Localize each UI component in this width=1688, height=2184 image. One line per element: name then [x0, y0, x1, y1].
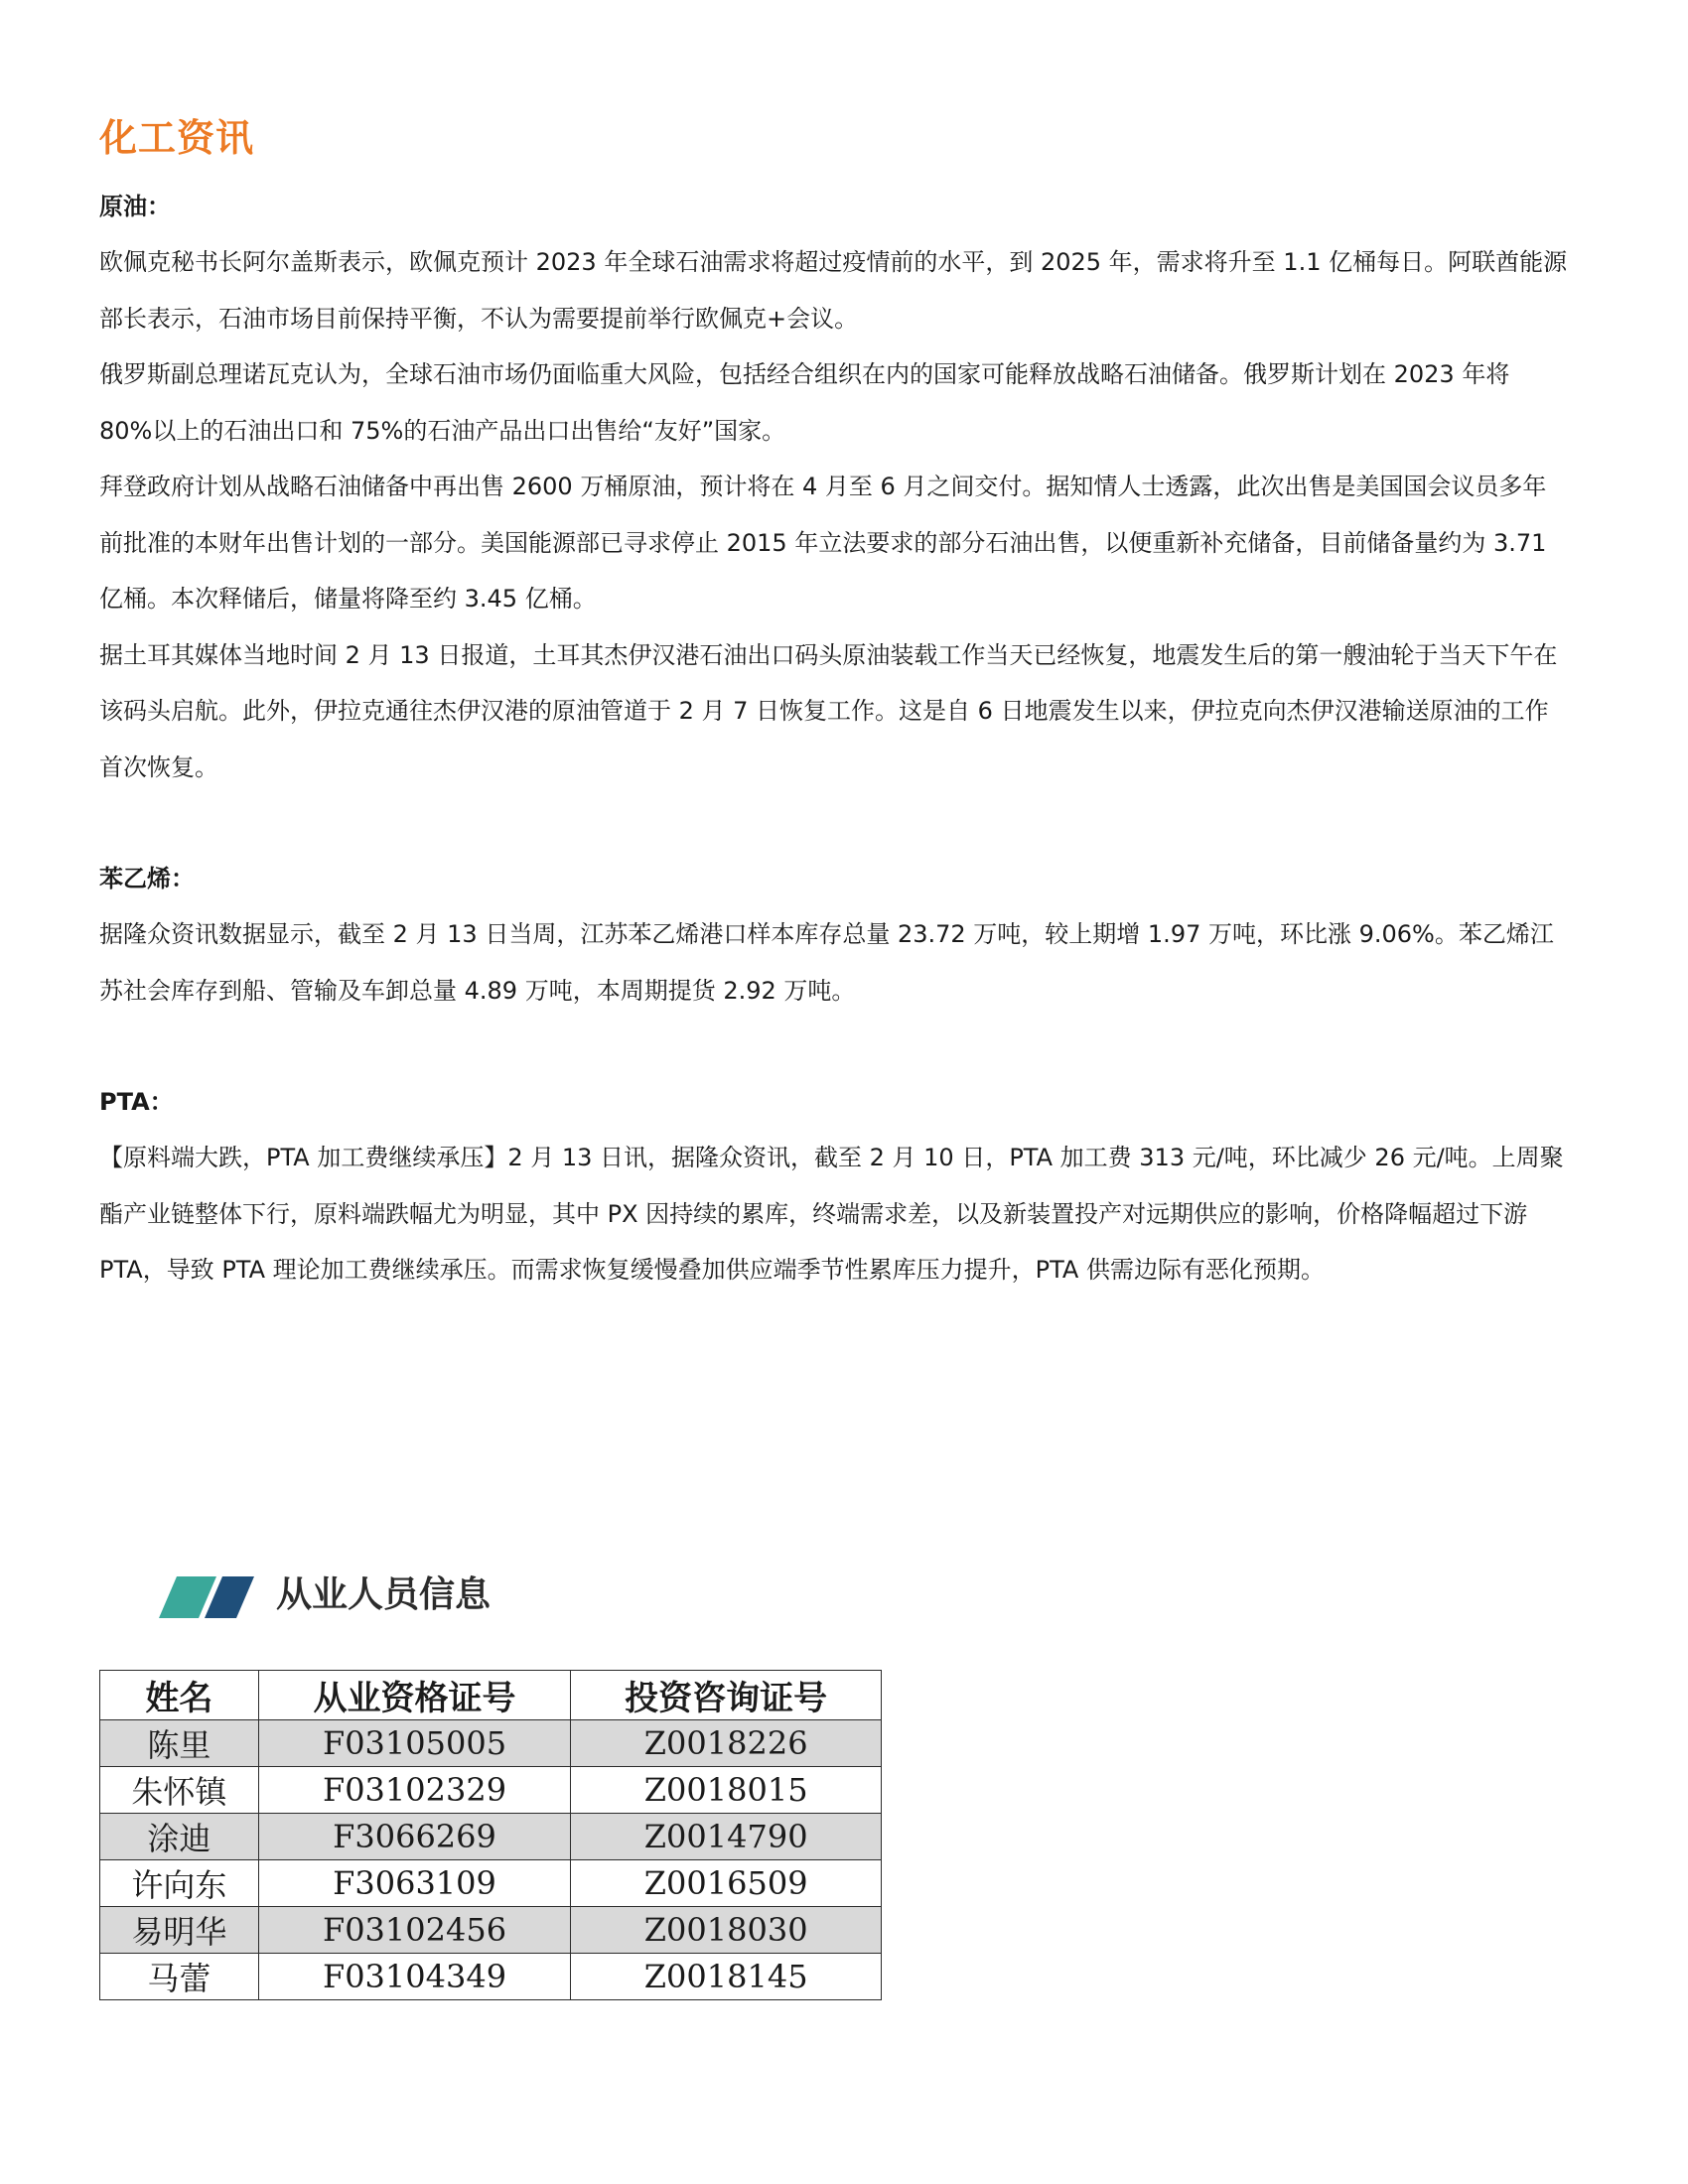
section-heading-pta: PTA： [99, 1088, 174, 1116]
qualification-number: F03102456 [258, 1907, 571, 1954]
paragraph: 据隆众资讯数据显示，截至 2 月 13 日当周，江苏苯乙烯港口样本库存总量 23.72 万吨，较上期增 1.97 万吨，环比涨 9.06%。苯乙烯江苏社会库存到船、管输及车卸总量 4.89 万吨，本周期提货 2.92 万吨。 [99, 920, 1554, 1005]
column-header-qualification-no: 从业资格证号 [258, 1671, 571, 1720]
consulting-number: Z0016509 [571, 1860, 882, 1907]
qualification-number: F3063109 [258, 1860, 571, 1907]
staff-name: 涂迪 [100, 1814, 259, 1860]
paragraph: 俄罗斯副总理诺瓦克认为，全球石油市场仍面临重大风险，包括经合组织在内的国家可能释放战略石油储备。俄罗斯计划在 2023 年将 80%以上的石油出口和 75%的石油产品出口出售给“友好”国家。 [99, 360, 1510, 445]
section-logo-icon [159, 1576, 254, 1618]
section-spacer [99, 795, 1569, 851]
paragraph: 据土耳其媒体当地时间 2 月 13 日报道，土耳其杰伊汉港石油出口码头原油装载工作当天已经恢复，地震发生后的第一艘油轮于当天下午在该码头启航。此外，伊拉克通往杰伊汉港的原油管道于 2 月 7 日恢复工作。这是自 6 日地震发生以来，伊拉克向杰伊汉港输送原油的工作首次恢复。 [99, 640, 1558, 781]
table-row [100, 1907, 882, 1954]
consulting-number: Z0018015 [571, 1767, 882, 1814]
staff-name: 朱怀镇 [100, 1767, 259, 1814]
table-row [100, 1860, 882, 1907]
article-body [99, 179, 1569, 1298]
staff-name: 陈里 [100, 1720, 259, 1767]
table-row [100, 1814, 882, 1860]
section-heading-styrene: 苯乙烯： [99, 865, 195, 892]
staff-table [99, 1670, 882, 2000]
staff-name: 许向东 [100, 1860, 259, 1907]
section-heading-crude-oil: 原油： [99, 193, 171, 220]
qualification-number: F03105005 [258, 1720, 571, 1767]
page-title: 化工资讯 [99, 116, 255, 160]
section-spacer [99, 1019, 1569, 1074]
paragraph: 欧佩克秘书长阿尔盖斯表示，欧佩克预计 2023 年全球石油需求将超过疫情前的水平，到 2025 年，需求将升至 1.1 亿桶每日。阿联酋能源部长表示，石油市场目前保持平衡，不认为需要提前举行欧佩克+会议。 [99, 248, 1568, 333]
consulting-number: Z0014790 [571, 1814, 882, 1860]
column-header-consulting-no: 投资咨询证号 [571, 1671, 882, 1720]
table-row [100, 1954, 882, 2000]
staff-name: 马蕾 [100, 1954, 259, 2000]
qualification-number: F3066269 [258, 1814, 571, 1860]
paragraph: 【原料端大跌，PTA 加工费继续承压】2 月 13 日讯，据隆众资讯，截至 2 月 10 日，PTA 加工费 313 元/吨，环比减少 26 元/吨。上周聚酯产业链整体下行，原料端跌幅尤为明显，其中 PX 因持续的累库，终端需求差，以及新装置投产对远期供应的影响，价格降幅超过下游 PTA，导致 PTA 理论加工费继续承压。而需求恢复缓慢叠加供应端季节性累库压力提升，PTA 供需边际有恶化预期。 [99, 1144, 1564, 1284]
table-header-row [100, 1671, 882, 1720]
qualification-number: F03104349 [258, 1954, 571, 2000]
staff-name: 易明华 [100, 1907, 259, 1954]
consulting-number: Z0018145 [571, 1954, 882, 2000]
consulting-number: Z0018226 [571, 1720, 882, 1767]
table-row [100, 1767, 882, 1814]
staff-info-title: 从业人员信息 [276, 1574, 492, 1615]
table-row [100, 1720, 882, 1767]
qualification-number: F03102329 [258, 1767, 571, 1814]
paragraph: 拜登政府计划从战略石油储备中再出售 2600 万桶原油，预计将在 4 月至 6 月之间交付。据知情人士透露，此次出售是美国国会议员多年前批准的本财年出售计划的一部分。美国能源部已寻求停止 2015 年立法要求的部分石油出售，以便重新补充储备，目前储备量约为 3.71 亿桶。本次释储后，储量将降至约 3.45 亿桶。 [99, 473, 1547, 613]
column-header-name: 姓名 [100, 1671, 259, 1720]
consulting-number: Z0018030 [571, 1907, 882, 1954]
